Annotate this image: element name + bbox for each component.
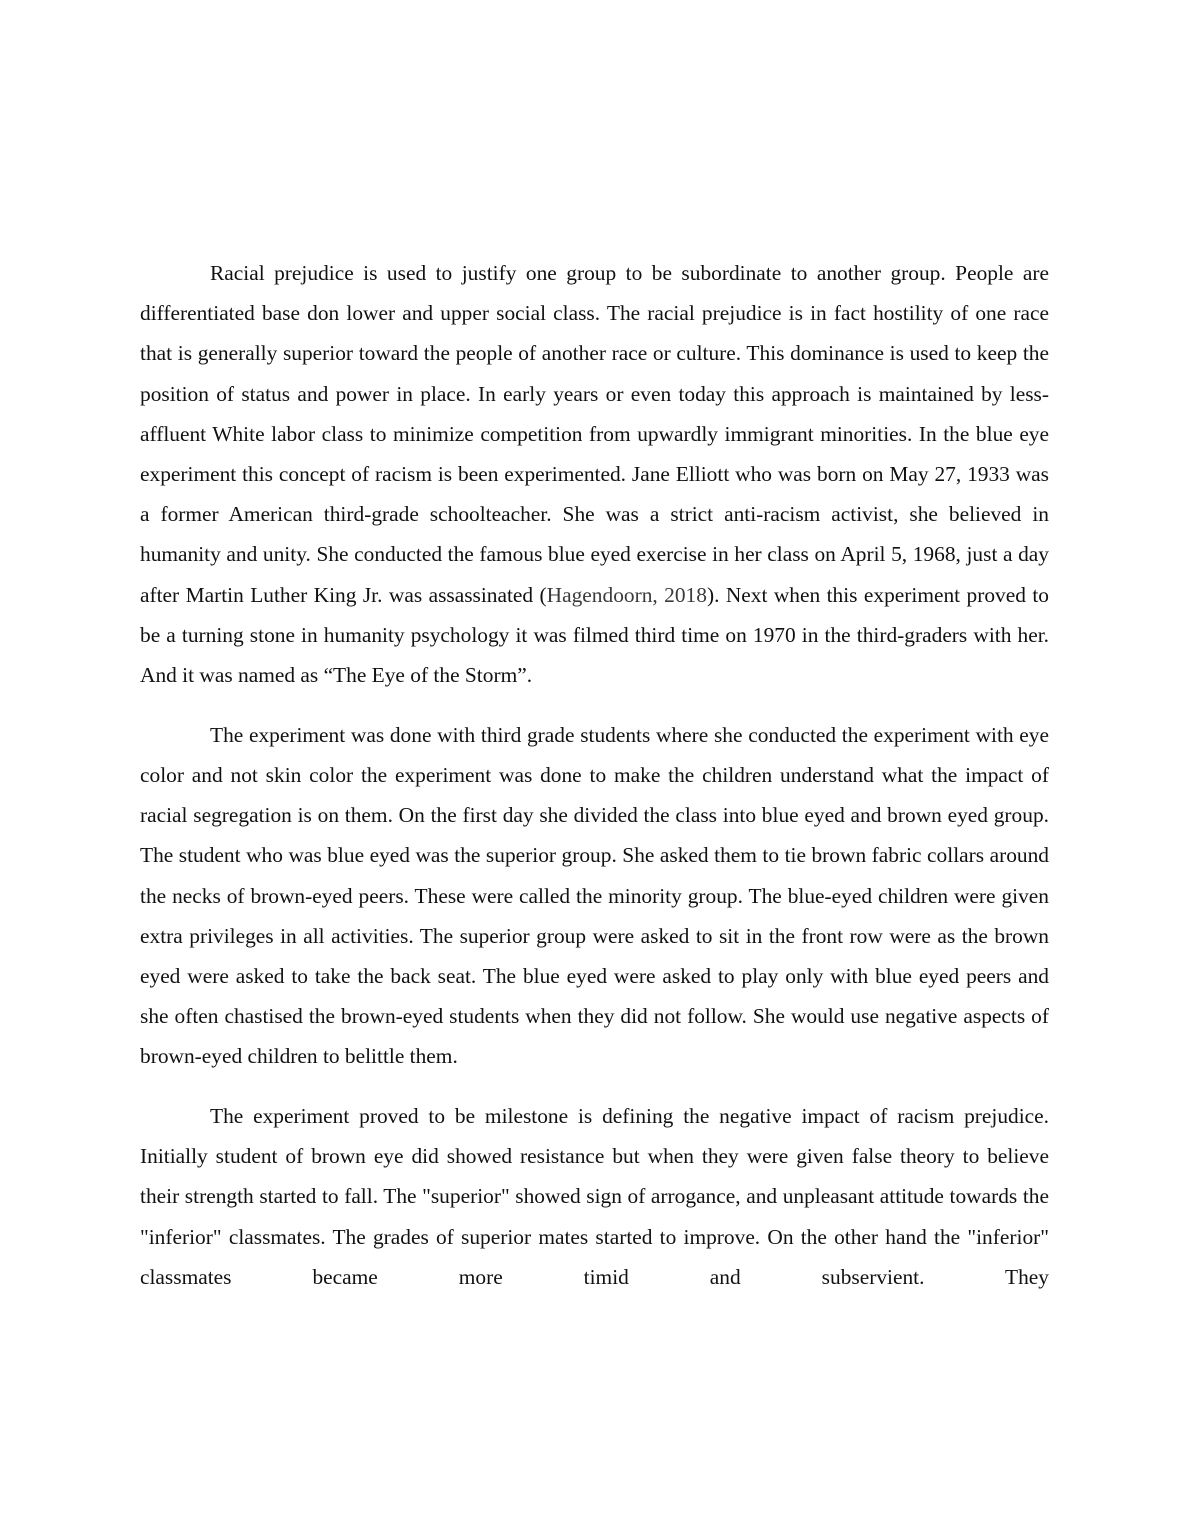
paragraph-2: The experiment was done with third grade students where she conducted the experiment with eye color and not skin color the experiment was done to make the children understand what the impact of racial segregation is on them. On the first day she divided the class into blue eyed and brown eyed group. The student who was blue eyed was the superior group. She asked them to tie brown fabric collars around the necks of brown-eyed peers. These were called the minority group. The blue-eyed children were given extra privileges in all activities. The superior group were asked to sit in the front row were as the brown eyed were asked to take the back seat. The blue eyed were asked to play only with blue eyed peers and she often chastised the brown-eyed students when they did not follow. She would use negative aspects of brown-eyed children to belittle them. xyxy=(140,722,1049,1069)
paragraph-3: The experiment proved to be milestone is defining the negative impact of racism prejudice. Initially student of brown eye did showed resistance but when they were given false theory to believe their strength started to fall. The "superior" showed sign of arrogance, and unpleasant attitude towards the "inferior" classmates. The grades of superior mates started to improve. On the other hand the "inferior" classmates became more timid and subservient. They xyxy=(140,1104,1049,1289)
paragraph-1-text-before-citation: Racial prejudice is used to justify one group to be subordinate to another group. People are differentiated base don lower and upper social class. The racial prejudice is in fact hostility of one race that is generally superior toward the people of another race or culture. This dominance is used to keep the position of status and power in place. In early years or even today this approach is maintained by less-affluent White labor class to minimize competition from upwardly immigrant minorities. In the blue eye experiment this concept of racism is been experimented. Jane Elliott who was born on May 27, 1933 was a former American third-grade schoolteacher. She was a strict anti-racism activist, she believed in humanity and unity. She conducted the famous blue eyed exercise in her class on April 5, 1968, just a day after Martin Luther King Jr. was assassinated ( xyxy=(140,261,1049,607)
citation-hagendoorn: Hagendoorn, 2018 xyxy=(546,582,707,607)
paragraph-1-text-after-citation: ). Next when this experiment proved to be a turning stone in humanity psychology it was filmed third time on 1970 in the third-graders with her. And it was named as “The Eye of the Storm”. xyxy=(140,582,1049,688)
document-body xyxy=(140,253,1049,1317)
paragraph-1 xyxy=(140,253,1049,695)
